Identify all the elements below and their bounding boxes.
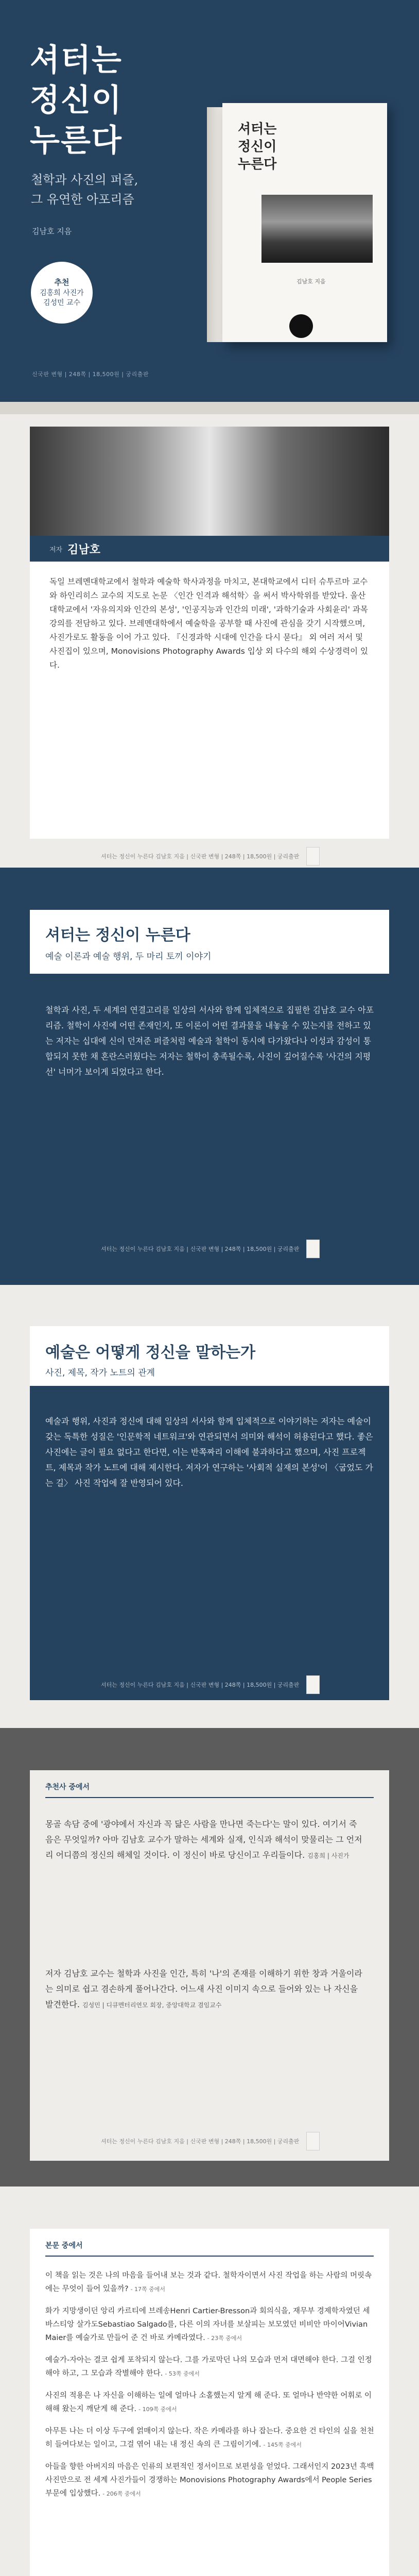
excerpt-text: 아무튼 나는 더 이상 두구에 얽매이지 않는다. 작은 카메라를 하나 잡는다. 중요한 건 타인의 실을 천천히 들여다보는 일이고, 그걸 엮어 내는 내 정신 속의 큰 그림이기에. (45, 2427, 374, 2449)
excerpt-item (45, 2353, 375, 2381)
excerpt-item (45, 2460, 375, 2501)
art-spirit-title: 예술은 어떻게 정신을 말하는가 (45, 1344, 256, 1362)
excerpt-page: - 53쪽 중에서 (165, 2370, 200, 2377)
recommendation-section (0, 1728, 419, 2187)
excerpt-item (45, 2389, 375, 2416)
cover-photo (261, 195, 373, 263)
quote-text: 저자 김남호 교수는 철학과 사진을 인간, 특히 '나'의 존재를 이해하기 위한 창과 거울이라는 의미로 쉽고 겸손하게 풀어나간다. 어느새 사진 이미지 속으로 들어와 있는 나 자신을 발견한다. (45, 1969, 362, 2009)
intro-title: 셔터는 정신이 누른다 (45, 926, 190, 944)
section-footer (101, 1674, 320, 1695)
art-spirit-heading (30, 1326, 389, 1386)
book-thumbnail (306, 1240, 320, 1258)
badge-label: 추천 (54, 277, 69, 287)
hero-author: 김남호 지음 (32, 227, 72, 236)
quote-author: 김성민 | 디큐멘터리연모 회장, 중앙대학교 겸임교수 (82, 2002, 222, 2009)
cover-author: 김남호 지음 (296, 278, 326, 285)
art-spirit-body-box (30, 1386, 389, 1700)
excerpt-text: 사진의 적용은 나 자신을 이해하는 일에 얼마나 소홀했는지 알게 해 준다. 또 얼마나 반약한 어휘로 이해해 왔는지 깨닫게 해 준다. (45, 2392, 372, 2413)
recommendation-card (30, 1770, 389, 2161)
excerpt-text: 예술가-자아는 결코 쉽게 포착되지 않는다. 그를 가로막던 나의 모습과 먼저 대면해야 한다. 그걸 인정해야 하고, 그 모습과 작별해야 한다. (45, 2356, 372, 2378)
cover-title-line: 누른다 (238, 157, 277, 172)
author-name: 김남호 (67, 543, 100, 556)
hero-title (30, 40, 123, 161)
author-label-prefix: 저자 (49, 546, 63, 554)
excerpt-text: 이 책을 읽는 것은 나의 마음을 들어내 보는 것과 같다. 철학자이면서 사진 작업을 하는 사람의 머릿속에는 무엇이 들어 있을까? (45, 2272, 372, 2293)
author-bio-paragraph: 독일 브레멘대학교에서 철학과 예술학 학사과정을 마치고, 본대학교에서 디터 슈투르마 교수와 하인리히스 교수의 지도로 논문 〈인간 인격과 해석학〉을 써서 박사학위를 받았다. 울산대학교에서 '자유의지와 인간의 본성', '인공지능과 인간의 미래', '과학기술과 사회윤리' 과목 강의를 전담하고 있다. 브레멘대학에서 예술학을 공부할 때 사진에 관심을 갖기 시작했으며, 사진가로도 활동을 이어 가고 있다. 『신경과학 시대에 인간을 다시 묻다』 외 여러 저서 및 사진집이 있으며, Monovisions Photography Awards 입상 외 다수의 해외 수상경력이 있다. (49, 577, 368, 670)
excerpt-page: - 23쪽 중에서 (207, 2335, 242, 2342)
section-footer (101, 1239, 320, 1259)
excerpt-page: - 109쪽 중에서 (138, 2406, 177, 2413)
excerpt-item (45, 2304, 375, 2345)
excerpts-heading: 본문 중에서 (45, 2242, 83, 2250)
cover-title (238, 121, 276, 173)
book-thumbnail (306, 847, 320, 866)
author-bio (49, 575, 371, 672)
book-intro-section (0, 868, 419, 1285)
book-cover (222, 103, 387, 342)
author-name-bar (30, 536, 389, 562)
excerpts-list (45, 2269, 375, 2509)
excerpt-page: - 206쪽 중에서 (102, 2490, 141, 2497)
art-spirit-subtitle: 사진, 제목, 작가 노트의 관계 (45, 1368, 155, 1378)
recommend-badge (31, 262, 93, 324)
quote-author: 김홍희 | 사진가 (307, 1852, 350, 1859)
intro-body: 철학과 사진, 두 세계의 연결고리를 일상의 서사와 함께 입체적으로 집필한 김남호 교수 아포리즘. 철학이 사진에 어떤 존재인지, 또 이론이 어떤 결과물을 내놓을 수 있는지를 전하고 있는 저자는 십대에 신이 던져준 퍼즐처럼 예술과 철학이 동시에 다가왔다나 이성과 감성이 통합되지 못한 채 혼란스러웠다는 저자는 철학이 총족될수록, 사진이 깊어질수록 '사건의 지평선' 너머가 보이게 되었다고 한다. (45, 1005, 374, 1077)
book-thumbnail (306, 2132, 320, 2150)
hero-title-line: 정신이 (30, 82, 123, 118)
book-spine (207, 107, 224, 342)
book-cover-image (207, 103, 387, 343)
hero-subtitle-line: 철학과 사진의 퍼즐, (31, 173, 138, 187)
heading-underline (45, 2256, 374, 2257)
badge-recommender: 김성민 교수 (43, 298, 81, 307)
hero-title-line: 누른다 (30, 123, 123, 159)
excerpt-item (45, 2269, 375, 2296)
hero-title-line: 셔터는 (30, 42, 123, 78)
footer-text: 셔터는 정신이 누른다 김남호 지음 | 신국판 변형 | 248쪽 | 18,500원 | 궁리출판 (101, 853, 300, 860)
author-card (30, 427, 389, 839)
excerpt-item (45, 2425, 375, 2452)
section-footer (101, 2131, 320, 2151)
quote-text: 몽골 속담 중에 '광야에서 자신과 꼭 닮은 사람을 만나면 죽는다'는 말이 있다. 여기서 죽음은 무엇일까? 아마 김남호 교수가 말하는 세계와 실재, 인식과 해석이 맞물리는 그 언저리 어디쯤의 정신의 해체일 것이다. 이 정신이 바로 당신이고 우리들이다. (45, 1819, 362, 1860)
hero-section (0, 0, 419, 402)
recommendation-quote (45, 1966, 364, 2013)
footer-text: 셔터는 정신이 누른다 김남호 지음 | 신국판 변형 | 248쪽 | 18,500원 | 궁리출판 (101, 1682, 300, 1688)
cover-title-line: 셔터는 (238, 122, 277, 137)
footer-text: 셔터는 정신이 누른다 김남호 지음 | 신국판 변형 | 248쪽 | 18,500원 | 궁리출판 (101, 1246, 300, 1252)
art-spirit-card (30, 1326, 389, 1700)
intro-heading-box (30, 910, 389, 974)
art-spirit-section (0, 1285, 419, 1728)
footer-text: 셔터는 정신이 누른다 김남호 지음 | 신국판 변형 | 248쪽 | 18,500원 | 궁리출판 (101, 2138, 300, 2145)
intro-subtitle: 예술 이론과 예술 행위, 두 마리 토끼 이야기 (45, 952, 212, 962)
author-section (0, 414, 419, 868)
excerpt-text: 화가 지망생이던 앙리 카르티에 브레송Henri Cartier-Bresson과 회의식을, 재무부 경제학자였던 세바스티앙 살가도Sebastiao Salgado를, 다른 이의 자녀를 보살피는 보모였던 비비안 마이어Vivian Maier를 예술가로 만들어 준 건 바로 카메라였다. (45, 2307, 370, 2342)
cover-title-line: 정신이 (238, 139, 277, 155)
art-spirit-body: 예술과 행위, 사진과 정신에 대해 일상의 서사와 함께 입체적으로 이야기하는 저자는 예술이 갖는 독특한 성질은 '인문학적 네트워크'와 연관되면서 의미와 해석이 허용된다고 했다. 좋은 사진에는 글이 필요 없다고 한다면, 이는 반쪽짜리 이해에 불과하다고 했으며, 사진 프로젝트, 제목과 작가 노트에 대해 제시한다. 저자가 연구하는 '사회적 실재의 본성'이 〈굽었도 가는 길〉 사진 작업에 잘 반영되어 있다. (45, 1416, 373, 1488)
hero-subtitle (31, 170, 138, 209)
excerpt-page: - 145쪽 중에서 (263, 2442, 302, 2448)
section-footer (101, 846, 320, 867)
excerpts-card (30, 2229, 389, 2576)
section-divider (0, 402, 419, 414)
excerpt-page: - 17쪽 중에서 (130, 2286, 166, 2293)
book-thumbnail (306, 1675, 320, 1694)
excerpts-section (0, 2187, 419, 2576)
recommendation-heading: 추천사 중에서 (45, 1783, 90, 1791)
publication-info: 신국판 변형 | 248쪽 | 18,500원 | 궁리출판 (32, 371, 149, 378)
publisher-logo-icon (289, 314, 313, 338)
badge-recommender: 김홍희 사진가 (40, 289, 84, 297)
hero-subtitle-line: 그 유연한 아포리즘 (31, 192, 134, 207)
recommendation-quote (45, 1817, 364, 1863)
heading-underline (45, 1797, 374, 1798)
author-photo (30, 427, 389, 536)
excerpt-text: 아들을 향한 아버지의 마음은 인류의 보편적인 정서이므로 보편성을 얻었다. 그래서인지 2023년 흑백사진만으로 전 세계 사진가들이 경쟁하는 Monovisions Photography Awards에서 People Series 부문에 입상했다. (45, 2463, 374, 2498)
